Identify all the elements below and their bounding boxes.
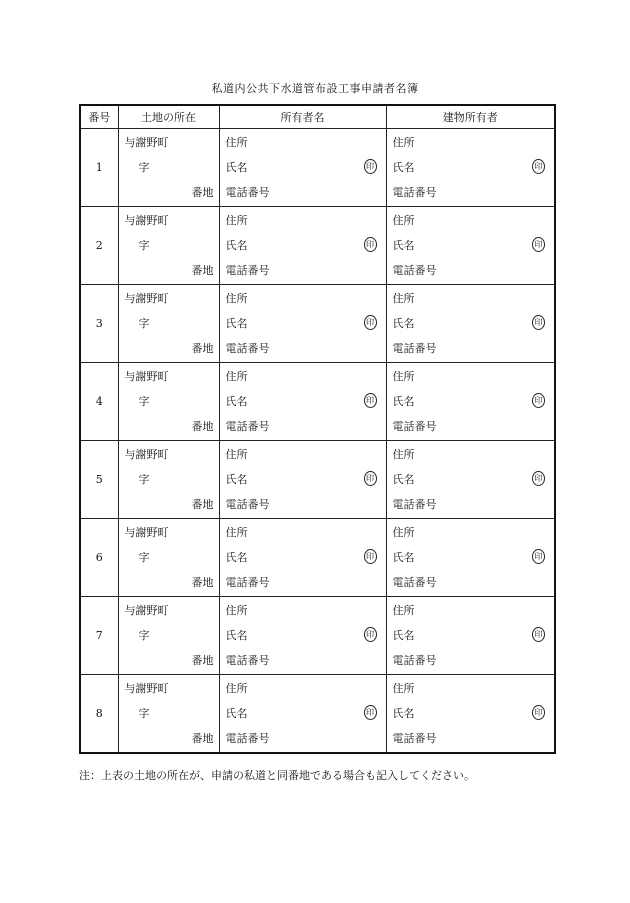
building-owner-cell[interactable] bbox=[386, 597, 555, 675]
owner-cell[interactable] bbox=[219, 519, 386, 597]
phone-label: 電話番号 bbox=[225, 732, 270, 745]
phone-label: 電話番号 bbox=[392, 498, 437, 511]
table-row bbox=[80, 207, 555, 285]
owner-cell[interactable] bbox=[219, 207, 386, 285]
seal-mark: 印 bbox=[532, 549, 545, 564]
land-location-cell[interactable] bbox=[118, 285, 219, 363]
name-label: 氏名 bbox=[392, 395, 415, 408]
phone-label: 電話番号 bbox=[392, 732, 437, 745]
aza-label: 字 bbox=[138, 161, 150, 174]
address-label: 住所 bbox=[225, 448, 248, 461]
seal-mark: 印 bbox=[532, 627, 545, 642]
banchi-label: 番地 bbox=[191, 420, 214, 433]
name-label: 氏名 bbox=[225, 161, 248, 174]
aza-label: 字 bbox=[138, 473, 150, 486]
name-label: 氏名 bbox=[225, 629, 248, 642]
building-owner-cell[interactable] bbox=[386, 519, 555, 597]
document-title: 私道内公共下水道管布設工事申請者名簿 bbox=[211, 82, 419, 95]
owner-cell[interactable] bbox=[219, 675, 386, 754]
footnote: 注：上表の土地の所在が、申請の私道と同番地である場合も記入してください。 bbox=[79, 769, 475, 782]
name-label: 氏名 bbox=[392, 161, 415, 174]
banchi-label: 番地 bbox=[191, 732, 214, 745]
address-label: 住所 bbox=[225, 370, 248, 383]
banchi-label: 番地 bbox=[191, 654, 214, 667]
aza-label: 字 bbox=[138, 317, 150, 330]
town-label: 与謝野町 bbox=[124, 604, 169, 617]
name-label: 氏名 bbox=[225, 707, 248, 720]
seal-mark: 印 bbox=[532, 393, 545, 408]
name-label: 氏名 bbox=[225, 551, 248, 564]
name-label: 氏名 bbox=[225, 317, 248, 330]
land-location-cell[interactable] bbox=[118, 597, 219, 675]
land-location-cell[interactable] bbox=[118, 129, 219, 207]
address-label: 住所 bbox=[392, 526, 415, 539]
table-row bbox=[80, 363, 555, 441]
land-location-cell[interactable] bbox=[118, 519, 219, 597]
seal-mark: 印 bbox=[364, 159, 377, 174]
address-label: 住所 bbox=[225, 604, 248, 617]
header-building-owner: 建物所有者 bbox=[386, 105, 555, 129]
owner-cell[interactable] bbox=[219, 363, 386, 441]
building-owner-cell[interactable] bbox=[386, 207, 555, 285]
row-number: 6 bbox=[80, 519, 118, 597]
seal-mark: 印 bbox=[532, 705, 545, 720]
address-label: 住所 bbox=[392, 682, 415, 695]
phone-label: 電話番号 bbox=[225, 264, 270, 277]
phone-label: 電話番号 bbox=[225, 654, 270, 667]
seal-mark: 印 bbox=[364, 705, 377, 720]
address-label: 住所 bbox=[225, 292, 248, 305]
banchi-label: 番地 bbox=[191, 342, 214, 355]
building-owner-cell[interactable] bbox=[386, 675, 555, 754]
aza-label: 字 bbox=[138, 239, 150, 252]
name-label: 氏名 bbox=[392, 629, 415, 642]
town-label: 与謝野町 bbox=[124, 292, 169, 305]
name-label: 氏名 bbox=[392, 239, 415, 252]
row-number: 2 bbox=[80, 207, 118, 285]
address-label: 住所 bbox=[225, 682, 248, 695]
banchi-label: 番地 bbox=[191, 264, 214, 277]
phone-label: 電話番号 bbox=[392, 186, 437, 199]
phone-label: 電話番号 bbox=[225, 420, 270, 433]
address-label: 住所 bbox=[225, 136, 248, 149]
table-row bbox=[80, 285, 555, 363]
land-location-cell[interactable] bbox=[118, 675, 219, 754]
seal-mark: 印 bbox=[364, 237, 377, 252]
building-owner-cell[interactable] bbox=[386, 363, 555, 441]
owner-cell[interactable] bbox=[219, 129, 386, 207]
seal-mark: 印 bbox=[532, 159, 545, 174]
owner-cell[interactable] bbox=[219, 285, 386, 363]
owner-cell[interactable] bbox=[219, 441, 386, 519]
name-label: 氏名 bbox=[392, 707, 415, 720]
row-number: 7 bbox=[80, 597, 118, 675]
name-label: 氏名 bbox=[225, 473, 248, 486]
table-row bbox=[80, 675, 555, 754]
owner-cell[interactable] bbox=[219, 597, 386, 675]
row-number: 4 bbox=[80, 363, 118, 441]
row-number: 1 bbox=[80, 129, 118, 207]
name-label: 氏名 bbox=[392, 551, 415, 564]
header-owner-name: 所有者名 bbox=[219, 105, 386, 129]
building-owner-cell[interactable] bbox=[386, 441, 555, 519]
phone-label: 電話番号 bbox=[392, 420, 437, 433]
address-label: 住所 bbox=[392, 604, 415, 617]
land-location-cell[interactable] bbox=[118, 441, 219, 519]
building-owner-cell[interactable] bbox=[386, 285, 555, 363]
phone-label: 電話番号 bbox=[225, 498, 270, 511]
land-location-cell[interactable] bbox=[118, 363, 219, 441]
town-label: 与謝野町 bbox=[124, 136, 169, 149]
seal-mark: 印 bbox=[532, 471, 545, 486]
seal-mark: 印 bbox=[532, 237, 545, 252]
address-label: 住所 bbox=[392, 448, 415, 461]
seal-mark: 印 bbox=[364, 627, 377, 642]
address-label: 住所 bbox=[392, 370, 415, 383]
seal-mark: 印 bbox=[364, 549, 377, 564]
banchi-label: 番地 bbox=[191, 498, 214, 511]
address-label: 住所 bbox=[392, 292, 415, 305]
seal-mark: 印 bbox=[364, 315, 377, 330]
row-number: 5 bbox=[80, 441, 118, 519]
address-label: 住所 bbox=[225, 526, 248, 539]
building-owner-cell[interactable] bbox=[386, 129, 555, 207]
seal-mark: 印 bbox=[364, 393, 377, 408]
seal-mark: 印 bbox=[532, 315, 545, 330]
table-row bbox=[80, 519, 555, 597]
table-row bbox=[80, 441, 555, 519]
phone-label: 電話番号 bbox=[225, 342, 270, 355]
town-label: 与謝野町 bbox=[124, 214, 169, 227]
header-row bbox=[80, 105, 555, 129]
phone-label: 電話番号 bbox=[392, 264, 437, 277]
aza-label: 字 bbox=[138, 629, 150, 642]
banchi-label: 番地 bbox=[191, 186, 214, 199]
land-location-cell[interactable] bbox=[118, 207, 219, 285]
town-label: 与謝野町 bbox=[124, 448, 169, 461]
table-row bbox=[80, 597, 555, 675]
name-label: 氏名 bbox=[225, 395, 248, 408]
phone-label: 電話番号 bbox=[225, 186, 270, 199]
seal-mark: 印 bbox=[364, 471, 377, 486]
phone-label: 電話番号 bbox=[225, 576, 270, 589]
name-label: 氏名 bbox=[225, 239, 248, 252]
address-label: 住所 bbox=[392, 136, 415, 149]
table-row bbox=[80, 129, 555, 207]
town-label: 与謝野町 bbox=[124, 526, 169, 539]
town-label: 与謝野町 bbox=[124, 682, 169, 695]
aza-label: 字 bbox=[138, 707, 150, 720]
row-number: 8 bbox=[80, 675, 118, 754]
banchi-label: 番地 bbox=[191, 576, 214, 589]
phone-label: 電話番号 bbox=[392, 342, 437, 355]
applicant-roster-table bbox=[79, 104, 556, 754]
address-label: 住所 bbox=[392, 214, 415, 227]
header-land-location: 土地の所在 bbox=[118, 105, 219, 129]
name-label: 氏名 bbox=[392, 317, 415, 330]
phone-label: 電話番号 bbox=[392, 654, 437, 667]
address-label: 住所 bbox=[225, 214, 248, 227]
aza-label: 字 bbox=[138, 551, 150, 564]
header-number: 番号 bbox=[80, 105, 118, 129]
aza-label: 字 bbox=[138, 395, 150, 408]
phone-label: 電話番号 bbox=[392, 576, 437, 589]
row-number: 3 bbox=[80, 285, 118, 363]
name-label: 氏名 bbox=[392, 473, 415, 486]
town-label: 与謝野町 bbox=[124, 370, 169, 383]
